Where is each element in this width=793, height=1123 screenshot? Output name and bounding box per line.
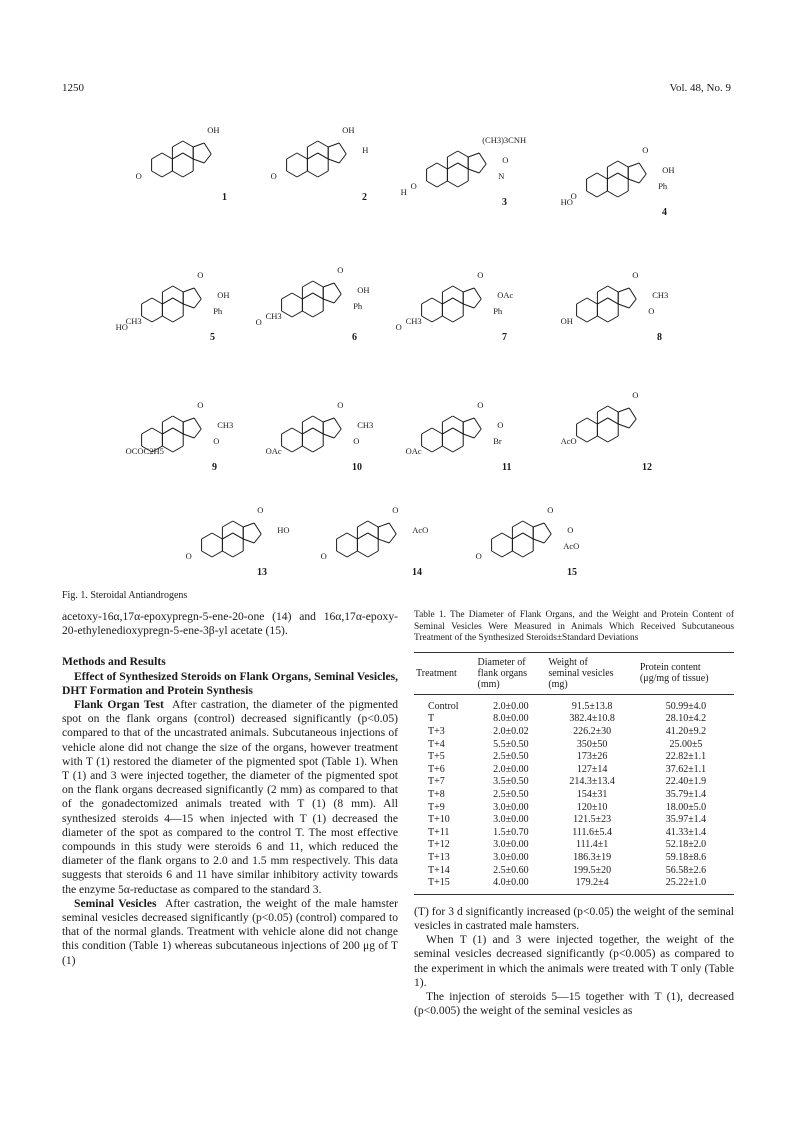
substituent-label: H [400, 187, 407, 197]
substituent-label: O [353, 436, 360, 446]
structure-2 [271, 125, 369, 203]
figure-caption: Fig. 1. Steroidal Antiandrogens [62, 590, 188, 601]
col-treatment: Treatment [414, 652, 476, 694]
substituent-label: O [255, 317, 262, 327]
cell-weight: 120±10 [576, 801, 608, 813]
compound-number: 7 [502, 332, 507, 343]
substituent-label: HO [560, 197, 573, 207]
left-column [62, 610, 398, 968]
table-row [414, 776, 734, 789]
cell-treatment: T+10 [428, 814, 450, 826]
table-row [414, 789, 734, 802]
cell-treatment: T+12 [428, 839, 450, 851]
cell-weight: 111.4±1 [575, 839, 609, 851]
cell-weight: 173±26 [576, 751, 608, 763]
substituent-label: OH [207, 125, 220, 135]
substituent-label: CH3 [217, 420, 234, 430]
substituent-label: HO [115, 322, 128, 332]
cell-protein: 41.33±1.4 [665, 826, 707, 838]
compound-number: 3 [502, 197, 507, 208]
substituent-label: O [410, 181, 417, 191]
flank-organ-run-in: Flank Organ Test [74, 698, 164, 712]
cell-diameter: 4.0±0.00 [476, 877, 547, 894]
cell-diameter: 2.5±0.60 [493, 864, 529, 876]
substituent-label: OH [342, 125, 355, 135]
substituent-label: O [642, 145, 649, 155]
compound-number: 14 [412, 567, 422, 578]
cell-weight: 226.2±30 [573, 725, 612, 737]
cell-protein: 25.00±5 [669, 738, 703, 750]
page-number: 1250 [62, 82, 84, 94]
substituent-label: OCOC2H5 [125, 446, 164, 456]
structure-9 [126, 400, 234, 473]
substituent-label: Ph [493, 306, 503, 316]
cell-diameter: 3.0±0.00 [493, 839, 529, 851]
cell-treatment: T+15 [414, 877, 476, 894]
right-paragraph-3: The injection of steroids 5—15 together with T (1), decreased (p<0.005) the weight of the seminal vesicles as [414, 989, 734, 1018]
cell-protein: 22.40±1.9 [665, 776, 707, 788]
compound-number: 6 [352, 332, 357, 343]
compound-number: 2 [362, 192, 367, 203]
compound-number: 15 [567, 567, 577, 578]
compound-number: 4 [662, 207, 667, 218]
compound-number: 13 [257, 567, 267, 578]
cell-weight: 121.5±23 [573, 814, 612, 826]
cell-treatment: T+14 [428, 864, 450, 876]
substituent-label: O [337, 265, 344, 275]
flank-organ-paragraph [62, 698, 398, 897]
cell-treatment: T [428, 713, 435, 725]
substituent-label: OAc [405, 446, 422, 456]
table-row [414, 852, 734, 865]
cell-diameter: 2.5±0.50 [493, 788, 529, 800]
structure-7 [396, 270, 514, 343]
substituent-label: O [197, 400, 204, 410]
structure-13 [186, 505, 290, 578]
compound-number: 9 [212, 462, 217, 473]
cell-treatment: T+11 [428, 826, 450, 838]
cell-protein: 25.22±1.0 [638, 877, 734, 894]
cell-weight: 382.4±10.8 [569, 713, 615, 725]
substituent-label: OH [662, 165, 675, 175]
cell-weight: 154±31 [576, 788, 608, 800]
right-column [414, 610, 734, 1018]
substituent-label: O [337, 400, 344, 410]
compound-number: 12 [642, 462, 652, 473]
structure-10 [266, 400, 374, 473]
substituent-label: O [648, 306, 655, 316]
col-diameter: Diameter of flank organs (mm) [476, 652, 547, 694]
table-caption: Table 1. The Diameter of Flank Organs, and the Weight and Protein Content of Seminal Vesicles Were Measured in Animals Which Received Subcutaneous Treatment of the Synthesized Steroids±Standard Deviations [414, 610, 734, 644]
table-row [414, 713, 734, 726]
substituent-label: CH3 [652, 290, 669, 300]
cell-treatment: T+9 [428, 801, 445, 813]
structure-15 [476, 505, 580, 578]
seminal-vesicles-body: After castration, the weight of the male hamster seminal vesicles decreased significantly (p<0.05) (control) compared to that of the normal glands. Treatment with vehicle alone did not change this condition (Table 1) whereas subcutaneous injections of 200 μg of T (1) [62, 896, 398, 967]
cell-treatment: T+7 [428, 776, 445, 788]
substituent-label: OH [217, 290, 230, 300]
flank-organ-body: After castration, the diameter of the pigmented spot on the flank organs (control) decreased significantly (p<0.05) compared to that of the uncastrated animals. Subcutaneous injections of vehicle alone did not change the size of the organs, however treatment with T (1) restored the diameter of the pigmented spot (Table 1). When T (1) and 3 were injected together, the diameter of the pigmented spot on the flank organs decreased significantly (2 mm) as compared to that of the gonadectomized animals treated with T (1) (8 mm). All synthesized steroids 4—15 when injected with T (1) decreased the diameter of the spot as compared to the control T. The most effective compounds in this study were steroids 6 and 11, which reduced the diameter of the flank organs to 2.0 and 1.5 mm respectively. This data suggests that steroids 6 and 11 have similar inhibitory activity towards the enzyme 5α-reductase as compared to the standard 3. [62, 698, 398, 896]
substituent-label: Ph [213, 306, 223, 316]
substituent-label: O [502, 155, 509, 165]
substituent-label: O [570, 191, 577, 201]
compound-number: 10 [352, 462, 362, 473]
substituent-label: O [632, 270, 639, 280]
cell-weight: 214.3±13.4 [569, 776, 615, 788]
substituent-label: Ph [658, 181, 668, 191]
table-row [414, 865, 734, 878]
cell-treatment: T+13 [428, 851, 450, 863]
cell-treatment: T+3 [428, 725, 445, 737]
cell-protein: 50.99±4.0 [665, 700, 707, 712]
substituent-label: O [477, 270, 484, 280]
substituent-label: H [362, 145, 369, 155]
cell-treatment: T+5 [428, 751, 445, 763]
table-row [414, 739, 734, 752]
col-protein: Protein content (μg/mg of tissue) [638, 652, 734, 694]
substituent-label: AcO [560, 436, 577, 446]
cell-treatment: T+6 [428, 763, 445, 775]
substituent-label: OH [357, 285, 370, 295]
steroid-structures-drawing [62, 100, 732, 580]
substituent-label: CH3 [405, 316, 422, 326]
substituent-label: CH3 [125, 316, 142, 326]
cell-protein: 28.10±4.2 [665, 713, 707, 725]
cell-weight: 91.5±13.8 [571, 700, 613, 712]
cell-diameter: 3.0±0.00 [493, 801, 529, 813]
structure-6 [256, 265, 370, 343]
cell-diameter: 2.0±0.02 [493, 725, 529, 737]
table-row [414, 726, 734, 739]
intro-paragraph: acetoxy-16α,17α-epoxypregn-5-ene-20-one (14) and 16α,17α-epoxy-20-ethylenedioxypregn-5-ene-3β-yl acetate (15). [62, 610, 398, 638]
cell-treatment: T+4 [428, 738, 445, 750]
table-row [414, 751, 734, 764]
substituent-label: O [567, 525, 574, 535]
substituent-label: HO [277, 525, 290, 535]
cell-diameter: 2.0±0.00 [493, 700, 529, 712]
cell-diameter: 5.5±0.50 [493, 738, 529, 750]
substituent-label: O [257, 505, 264, 515]
cell-diameter: 2.0±0.00 [493, 763, 529, 775]
structure-3 [401, 135, 527, 208]
substituent-label: CH3 [265, 311, 282, 321]
cell-diameter: 8.0±0.00 [493, 713, 529, 725]
substituent-label: O [185, 551, 192, 561]
table-row [414, 877, 734, 894]
cell-protein: 35.97±1.4 [665, 814, 707, 826]
table-row [414, 814, 734, 827]
cell-weight: 199.5±20 [573, 864, 612, 876]
compound-number: 5 [210, 332, 215, 343]
table-row [414, 764, 734, 777]
table-row [414, 827, 734, 840]
substituent-label: Br [493, 436, 502, 446]
seminal-vesicles-paragraph [62, 897, 398, 968]
table-1 [414, 652, 734, 895]
substituent-label: AcO [412, 525, 429, 535]
cell-protein: 59.18±8.6 [665, 851, 707, 863]
seminal-vesicles-run-in: Seminal Vesicles [74, 896, 157, 910]
compound-number: 8 [657, 332, 662, 343]
cell-weight: 179.2±4 [546, 877, 638, 894]
right-paragraph-2: When T (1) and 3 were injected together, the weight of the seminal vesicles decreased significantly (p<0.005) as compared to the experiment in which the animals were treated with T only (Table 1). [414, 933, 734, 989]
structure-14 [321, 505, 429, 578]
substituent-label: N [498, 171, 505, 181]
substituent-label: OAc [497, 290, 514, 300]
cell-protein: 52.18±2.0 [665, 839, 707, 851]
right-paragraph-1: (T) for 3 d significantly increased (p<0.05) the weight of the seminal vesicles in castrated male hamsters. [414, 904, 734, 932]
structure-4 [561, 145, 675, 218]
substituent-label: O [395, 322, 402, 332]
running-head [62, 82, 731, 96]
substituent-label: O [547, 505, 554, 515]
cell-weight: 127±14 [576, 763, 608, 775]
figure-steroid-structures [62, 100, 732, 580]
substituent-label: (CH3)3CNH [482, 135, 527, 145]
substituent-label: O [392, 505, 399, 515]
structure-1 [136, 125, 227, 203]
cell-diameter: 3.5±0.50 [493, 776, 529, 788]
cell-protein: 37.62±1.1 [665, 763, 707, 775]
structure-5 [116, 270, 230, 343]
cell-diameter: 1.5±0.70 [493, 826, 529, 838]
section-heading: Methods and Results [62, 655, 166, 669]
cell-protein: 35.79±1.4 [665, 788, 707, 800]
substituent-label: CH3 [357, 420, 374, 430]
table-row [414, 802, 734, 815]
substituent-label: O [497, 420, 504, 430]
compound-number: 1 [222, 192, 227, 203]
substituent-label: Ph [353, 301, 363, 311]
col-weight: Weight of seminal vesicles (mg) [546, 652, 638, 694]
compound-number: 11 [502, 462, 512, 473]
cell-protein: 22.82±1.1 [665, 751, 707, 763]
cell-weight: 111.6±5.4 [572, 826, 612, 838]
cell-protein: 56.58±2.6 [665, 864, 707, 876]
structure-8 [561, 270, 669, 343]
cell-diameter: 2.5±0.50 [493, 751, 529, 763]
substituent-label: AcO [563, 541, 580, 551]
table-header-row [414, 652, 734, 694]
table-body [414, 694, 734, 894]
cell-weight: 186.3±19 [573, 851, 612, 863]
substituent-label: O [320, 551, 327, 561]
cell-protein: 18.00±5.0 [665, 801, 707, 813]
substituent-label: O [475, 551, 482, 561]
substituent-label: O [270, 171, 277, 181]
substituent-label: O [213, 436, 220, 446]
cell-treatment: T+8 [428, 788, 445, 800]
cell-treatment: Control [428, 700, 459, 712]
substituent-label: O [197, 270, 204, 280]
table-row [414, 839, 734, 852]
substituent-label: OAc [265, 446, 282, 456]
cell-protein: 41.20±9.2 [665, 725, 707, 737]
structure-11 [406, 400, 512, 473]
table-row [414, 694, 734, 713]
substituent-label: O [477, 400, 484, 410]
volume-issue: Vol. 48, No. 9 [669, 82, 731, 94]
substituent-label: OH [560, 316, 573, 326]
substituent-label: O [632, 390, 639, 400]
cell-weight: 350±50 [576, 738, 608, 750]
cell-diameter: 3.0±0.00 [493, 814, 529, 826]
cell-diameter: 3.0±0.00 [493, 851, 529, 863]
subsection-heading: Effect of Synthesized Steroids on Flank Organs, Seminal Vesicles, DHT Formation and Protein Synthesis [62, 669, 398, 697]
structure-12 [561, 390, 652, 473]
substituent-label: O [135, 171, 142, 181]
